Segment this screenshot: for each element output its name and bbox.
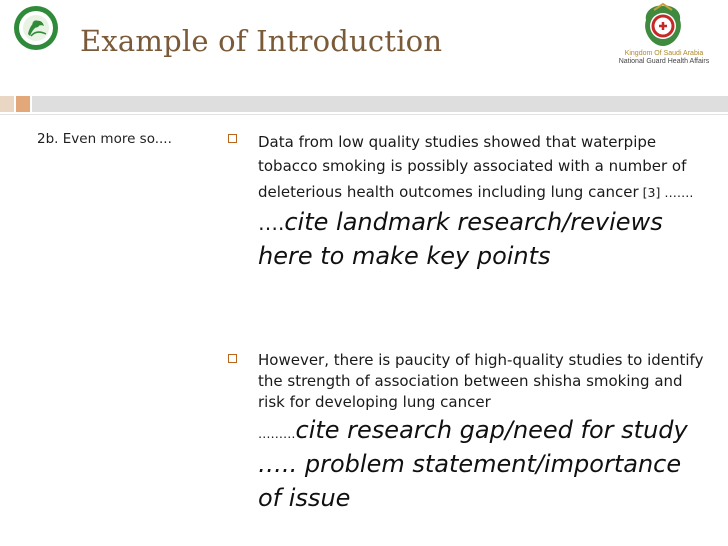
page-title: Example of Introduction	[80, 24, 443, 58]
decorative-bar-light	[0, 96, 14, 112]
bullet-body: However, there is paucity of high-quality studies to identify the strength of association between shisha smoking and risk for developing lung cancer	[258, 351, 704, 411]
bullet-ellipsis: ….	[258, 211, 285, 235]
emblem-icon	[638, 2, 688, 50]
organization-logo-left	[6, 4, 66, 52]
section-note: 2b. Even more so....	[37, 131, 172, 147]
bullet-square-icon	[228, 134, 237, 143]
bullet-body: Data from low quality studies showed that waterpipe tobacco smoking is possibly associated with a number of deleterious health outcomes including lung cancer	[258, 133, 687, 201]
bullet-cite: cite landmark research/reviews here to make key points	[258, 208, 663, 270]
decorative-bar-accent	[16, 96, 30, 112]
bullet-text	[258, 130, 708, 273]
organization-name-arabia: Kingdom Of Saudi Arabia	[624, 50, 704, 57]
bullet-text	[258, 350, 708, 515]
bullet-cite: cite research gap/need for study ….. problem statement/importance of issue	[258, 416, 688, 512]
decorative-bar-gray	[32, 96, 728, 112]
bullet-ellipsis: ………	[258, 426, 296, 441]
divider	[0, 114, 728, 115]
bullet-ref: [3] …….	[638, 185, 694, 200]
organization-name-ngha: National Guard Health Affairs	[618, 58, 710, 65]
organization-logo-right	[608, 2, 720, 72]
bullet-square-icon	[228, 354, 237, 363]
